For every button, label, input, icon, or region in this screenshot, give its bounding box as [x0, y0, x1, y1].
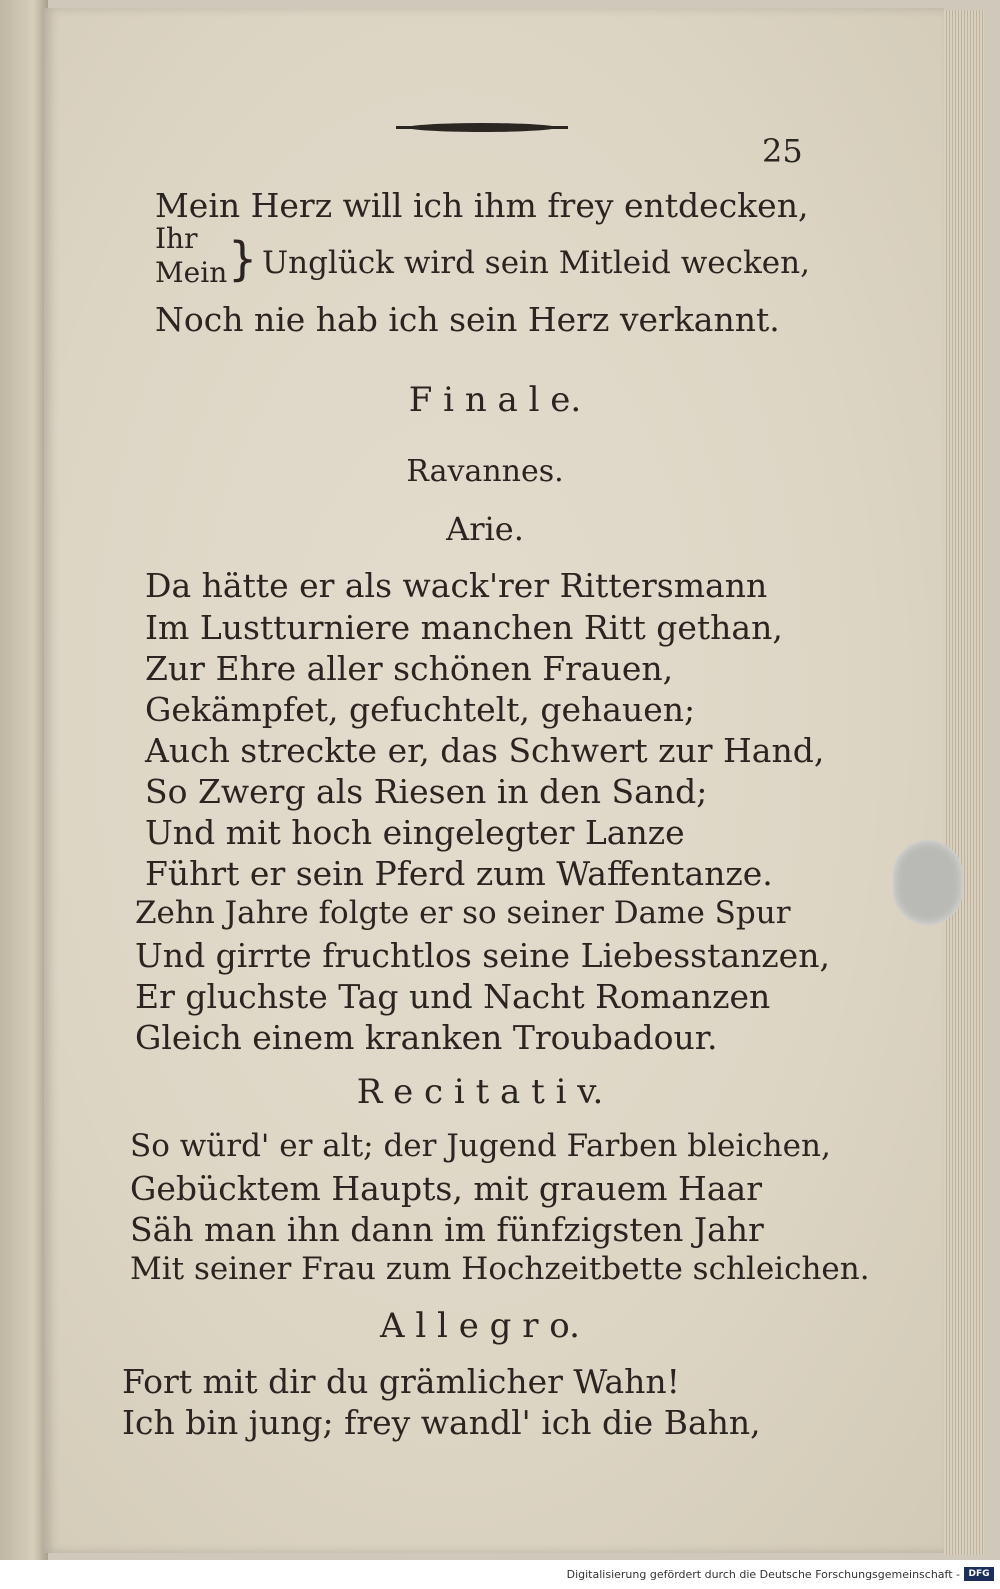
text-line: Ihr	[155, 222, 198, 255]
bookmark-clip	[893, 840, 963, 925]
brace-glyph: }	[228, 232, 258, 286]
text-line: Säh man ihn dann im fünfzigsten Jahr	[130, 1210, 764, 1249]
text-line: Unglück wird sein Mitleid wecken,	[262, 245, 810, 281]
text-line: Und girrte fruchtlos seine Liebesstanzen,	[135, 936, 830, 975]
text-line: Zur Ehre aller schönen Frauen,	[145, 649, 674, 688]
text-line: Fort mit dir du grämlicher Wahn!	[122, 1362, 680, 1401]
text-line: Noch nie hab ich sein Herz verkannt.	[155, 300, 780, 339]
text-line: Mit seiner Frau zum Hochzeitbette schleichen.	[130, 1251, 870, 1287]
text-line: Gekämpfet, gefuchtelt, gehauen;	[145, 690, 696, 729]
text-line: Im Lustturniere manchen Ritt gethan,	[145, 608, 783, 647]
funding-notice: Digitalisierung gefördert durch die Deutsche Forschungsgemeinschaft -	[566, 1568, 960, 1581]
text-line: Ich bin jung; frey wandl' ich die Bahn,	[122, 1403, 761, 1442]
text-line: Führt er sein Pferd zum Waffentanze.	[145, 854, 773, 893]
speaker-heading: Ravannes.	[406, 454, 564, 489]
text-line: Und mit hoch eingelegter Lanze	[145, 813, 685, 852]
text-line: So Zwerg als Riesen in den Sand;	[145, 772, 708, 811]
left-page-edge	[0, 0, 48, 1560]
text-line: Auch streckte er, das Schwert zur Hand,	[145, 731, 825, 770]
text-line: Mein	[155, 256, 228, 289]
section-heading: Arie.	[446, 510, 524, 548]
header-ornament	[408, 123, 556, 132]
section-heading: A l l e g r o.	[380, 1306, 580, 1346]
text-line: So würd' er alt; der Jugend Farben bleichen,	[130, 1128, 831, 1164]
text-line: Er gluchste Tag und Nacht Romanzen	[135, 977, 771, 1016]
section-heading: R e c i t a t i v.	[356, 1072, 604, 1112]
text-line: Da hätte er als wack'rer Rittersmann	[145, 566, 768, 605]
text-line: Gebücktem Haupts, mit grauem Haar	[130, 1169, 762, 1208]
text-line: Gleich einem kranken Troubadour.	[135, 1018, 718, 1057]
section-heading: F i n a l e.	[408, 380, 582, 420]
page-number: 25	[762, 132, 803, 170]
text-line: Mein Herz will ich ihm frey entdecken,	[155, 186, 809, 225]
dfg-logo: DFG	[964, 1567, 994, 1581]
page-stack-edge	[944, 10, 984, 1555]
text-line: Zehn Jahre folgte er so seiner Dame Spur	[135, 895, 791, 931]
